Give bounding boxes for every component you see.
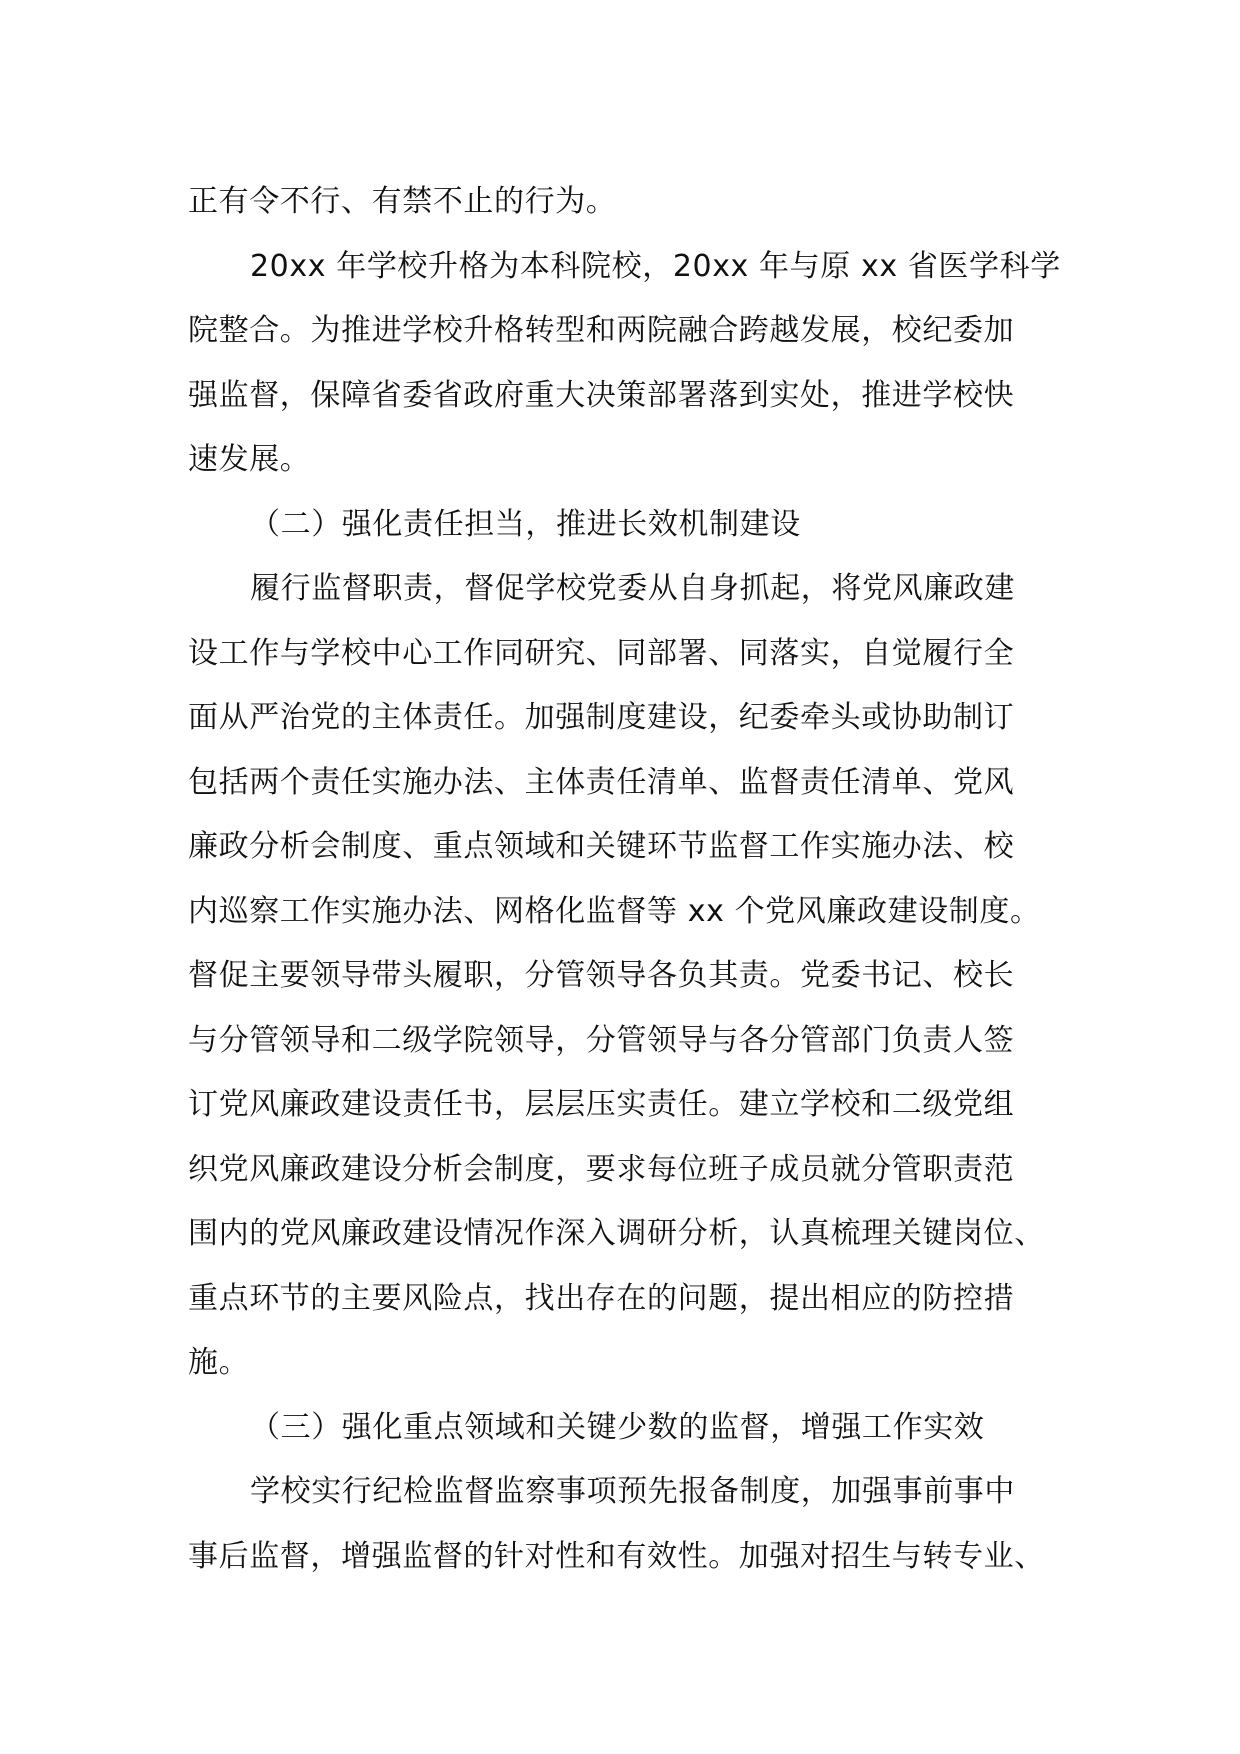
- paragraph-start-line: 履行监督职责，督促学校党委从自身抓起，将党风廉政建: [250, 571, 1015, 606]
- section-heading: （二）强化责任担当，推进长效机制建设: [250, 506, 801, 542]
- paragraph-start-line: 学校实行纪检监督监察事项预先报备制度，加强事前事中: [250, 1474, 1015, 1509]
- text-line: 包括两个责任实施办法、主体责任清单、监督责任清单、党风: [188, 764, 1015, 800]
- text-line: 强监督，保障省委省政府重大决策部署落到实处，推进学校快: [188, 377, 1015, 413]
- text-line: 设工作与学校中心工作同研究、同部署、同落实，自觉履行全: [188, 635, 1015, 671]
- text-line: 织党风廉政建设分析会制度，要求每位班子成员就分管职责范: [188, 1151, 1015, 1187]
- text-line: 督促主要领导带头履职，分管领导各负其责。党委书记、校长: [188, 958, 1015, 993]
- text-line: 廉政分析会制度、重点领域和关键环节监督工作实施办法、校: [188, 829, 1015, 864]
- text-line: 订党风廉政建设责任书，层层压实责任。建立学校和二级党组: [188, 1087, 1015, 1122]
- text-line: 正有令不行、有禁不止的行为。: [188, 184, 617, 219]
- text-line: 事后监督，增强监督的针对性和有效性。加强对招生与转专业、: [188, 1538, 1045, 1574]
- text-line: 面从严治党的主体责任。加强制度建设，纪委牵头或协助制订: [188, 700, 1015, 735]
- paragraph-start-line: 20xx 年学校升格为本科院校，20xx 年与原 xx 省医学科学: [250, 248, 1061, 284]
- text-line: 院整合。为推进学校升格转型和两院融合跨越发展，校纪委加: [188, 313, 1015, 348]
- text-line: 速发展。: [188, 442, 311, 477]
- text-line: 重点环节的主要风险点，找出存在的问题，提出相应的防控措: [188, 1280, 1015, 1316]
- text-line: 施。: [188, 1345, 250, 1380]
- document-body: [188, 170, 1068, 1589]
- section-heading: （三）强化重点领域和关键少数的监督，增强工作实效: [250, 1409, 985, 1445]
- text-line: 内巡察工作实施办法、网格化监督等 xx 个党风廉政建设制度。: [188, 893, 1041, 929]
- text-line: 与分管领导和二级学院领导，分管领导与各分管部门负责人签: [188, 1022, 1015, 1058]
- text-line: 围内的党风廉政建设情况作深入调研分析，认真梳理关键岗位、: [188, 1216, 1045, 1251]
